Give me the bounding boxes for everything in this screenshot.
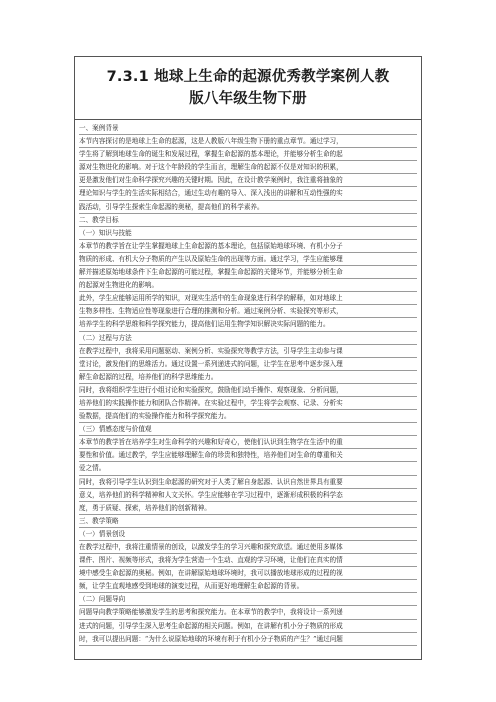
text-line: 解生命起源的过程，培养他们的科学思维能力。 — [79, 371, 417, 384]
text-line: 本章节的教学旨在培养学生对生命科学的兴趣和好奇心，使他们认识到生物学在生活中的重 — [79, 436, 417, 449]
text-line: 三、教学策略 — [79, 515, 417, 528]
text-line: 培养他们的实践操作能力和团队合作精神。在实验过程中，学生将学会观察、记录、分析实 — [79, 397, 417, 410]
text-line: （二）问题导向 — [79, 593, 417, 606]
text-line: 此外，学生应能够运用所学的知识，对现实生活中的生命现象进行科学的解释，如对地球上 — [79, 292, 417, 305]
text-line: 境中感受生命起源的奥秘。例如，在讲解原始地球环境时，我可以播放地球形成的过程的视 — [79, 567, 417, 580]
text-line: 堂讨论，激发他们的思维活力。通过设置一系列递进式的问题，让学生在思考中逐步深入理 — [79, 358, 417, 371]
text-line: 解并描述原始地球条件下生命起源的可能过程，掌握生命起源的关键环节，并能够分析生命 — [79, 266, 417, 279]
text-line: 爱之情。 — [79, 462, 417, 475]
text-line: 意义，培养他们的科学精神和人文关怀。学生应能够在学习过程中，逐渐形成积极的科学态 — [79, 489, 417, 502]
text-line: 进式的问题，引导学生深入思考生命起源的相关问题。例如，在讲解有机小分子物质的形成 — [79, 620, 417, 633]
text-line: 课件、图片、视频等形式，我将为学生营造一个生动、直观的学习环境，让他们在真实的情 — [79, 554, 417, 567]
text-line: 二、教学目标 — [79, 214, 417, 227]
text-line: （一）知识与技能 — [79, 227, 417, 240]
page-title-line-1: 7.3.1 地球上生命的起源优秀教学案例人教 — [106, 69, 390, 85]
text-line: 培养学生的科学思维和科学探究能力，提高他们运用生物学知识解决实际问题的能力。 — [79, 318, 417, 331]
text-line: 同时，我将引导学生认识到生命起源的研究对于人类了解自身起源、认识自然世界具有重要 — [79, 476, 417, 489]
text-line: 时，我可以提出问题：“为什么说原始地球的环境有利于有机小分子物质的产生？”通过问题 — [79, 633, 417, 646]
text-line: 验数据，提高他们的实验操作能力和科学探究能力。 — [79, 410, 417, 423]
text-line: 要性和价值。通过教学，学生应能够理解生命的珍贵和独特性，培养他们对生命的尊重和关 — [79, 449, 417, 462]
page-title-line-2: 版八年级生物下册 — [189, 91, 307, 107]
text-line: 本节内容探讨的是地球上生命的起源，这是人教版八年级生物下册的重点章节。通过学习， — [79, 135, 417, 148]
title-block — [75, 57, 421, 120]
text-line: 频，让学生直观地感受到地球的演变过程，从而更好地理解生命起源的背景。 — [79, 580, 417, 593]
text-line: 在教学过程中，我将采用问题驱动、案例分析、实验探究等教学方法，引导学生主动参与课 — [79, 345, 417, 358]
text-line: 在教学过程中，我将注重情景的创设，以激发学生的学习兴趣和探究欲望。通过使用多媒体 — [79, 541, 417, 554]
text-line: （三）情感态度与价值观 — [79, 423, 417, 436]
text-line: 的起源对生物进化的影响。 — [79, 279, 417, 292]
text-line: 物质的形成、有机大分子物质的产生以及原始生命的出现等方面。通过学习，学生应能够理 — [79, 253, 417, 266]
text-line: 问题导向教学策略能够激发学生的思考和探究能力。在本章节的教学中，我将设计一系列递 — [79, 606, 417, 619]
text-line: 度，勇于质疑、探索，培养他们的创新精神。 — [79, 502, 417, 515]
text-line: （二）过程与方法 — [79, 332, 417, 345]
text-line: （一）情景创设 — [79, 528, 417, 541]
text-line: 同时，我将组织学生进行小组讨论和实验探究，鼓励他们动手操作、观察现象、分析问题， — [79, 384, 417, 397]
text-line: 更是激发他们对生命科学探究兴趣的关键时期。因此，在设计教学案例时，我注重将抽象的 — [79, 174, 417, 187]
text-line: 本章节的教学旨在让学生掌握地球上生命起源的基本理论，包括原始地球环境、有机小分子 — [79, 240, 417, 253]
text-line: 学生将了解到地球生命的诞生和发展过程，掌握生命起源的基本理论，并能够分析生命的起 — [79, 148, 417, 161]
text-line: 理论知识与学生的生活实际相结合，通过生动有趣的导入、深入浅出的讲解和互动性强的实 — [79, 187, 417, 200]
text-line: 生物多样性、生物适应性等现象进行合理的推测和分析。通过案例分析、实验探究等形式， — [79, 305, 417, 318]
document-body — [75, 120, 421, 646]
document-frame — [74, 56, 422, 660]
text-line: 一、案例背景 — [79, 122, 417, 135]
text-line: 源对生物进化的影响。对于这个年龄段的学生而言，理解生命的起源不仅是对知识的积累， — [79, 161, 417, 174]
text-line: 践活动，引导学生探索生命起源的奥秘，提高他们的科学素养。 — [79, 201, 417, 214]
